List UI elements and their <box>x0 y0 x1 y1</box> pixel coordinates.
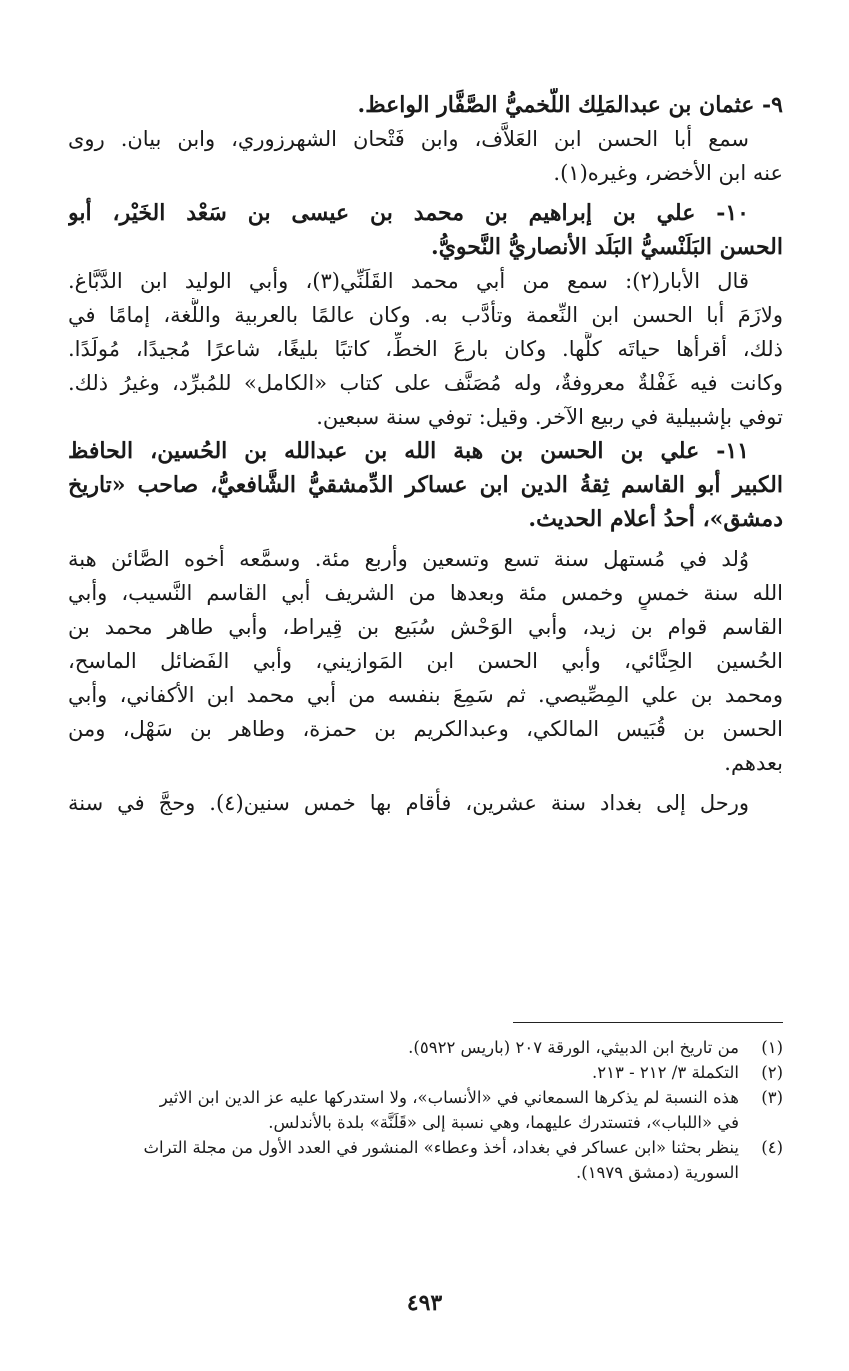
footnote-text: هذه النسبة لم يذكرها السمعاني في «الأنساب»، ولا استدركها عليه عز الدين ابن الاثير <box>159 1088 739 1107</box>
footnote-number: (٢) <box>761 1063 783 1082</box>
entry-heading: ١٠- علي بن إبراهيم بن محمد بن عيسى بن سَعْد الخَيْر، أبو <box>68 200 749 226</box>
entry-text-line: ذلك، أقرأها حياتَه كلَّها. وكان بارعَ الخطِّ، كاتبًا بليغًا، شاعرًا مُجيدًا، مُولَدًا. <box>68 337 783 361</box>
footnote-3 <box>68 1085 783 1135</box>
footnote-number: (٣) <box>761 1088 783 1107</box>
entry-text-line: وكانت فيه غَفْلةٌ معروفةٌ، وله مُصَنَّف على كتاب «الكامل» للمُبرِّد، وغيرُ ذلك. <box>68 371 783 395</box>
footnote-number: (٤) <box>761 1138 783 1157</box>
footnote-text: ينظر بحثنا «ابن عساكر في بغداد، أخذ وعطاء» المنشور في العدد الأول من مجلة التراث <box>143 1138 739 1157</box>
entry-text-line: القاسم قوام بن زيد، وأبي الوَحْش سُبَيع بن قِيراط، وأبي طاهر محمد بن <box>68 615 783 639</box>
entry-text-line: وُلد في مُستهل سنة تسع وتسعين وأربع مئة. وسمَّعه أخوه الصَّائن هبة <box>68 547 749 571</box>
entry-text-line: بعدهم. <box>724 751 783 775</box>
footnote-2 <box>68 1060 783 1085</box>
entry-11 <box>68 434 783 820</box>
entry-text-line: سمع أبا الحسن ابن العَلاَّف، وابن فَتْحان الشهرزوري، وابن بيان. روى <box>68 127 749 151</box>
entry-text-line: الله سنة خمسٍ وخمس مئة وبعدها من الشريف أبي القاسم النَّسيب، وأبي <box>68 581 783 605</box>
footnote-1 <box>68 1035 783 1060</box>
entry-text-line: ومحمد بن علي المِصِّيصي. ثم سَمِعَ بنفسه من أبي محمد ابن الأكفاني، وأبي <box>68 683 783 707</box>
entry-text-line: قال الأبار(٢): سمع من أبي محمد القَلَنِّي(٣)، وأبي الوليد ابن الدَّبَّاغ. <box>68 269 749 293</box>
footnote-number: (١) <box>761 1038 783 1057</box>
entry-heading: الحسن البَلَنْسيُّ البَلَد الأنصاريُّ النَّحويُّ. <box>431 234 783 260</box>
footnote-text: التكملة ٣/ ٢١٢ - ٢١٣. <box>592 1063 739 1082</box>
entry-heading: الكبير أبو القاسم ثِقةُ الدين ابن عساكر الدِّمشقيُّ الشَّافعيُّ، صاحب «تاريخ <box>68 472 783 498</box>
entry-text-line: الحُسين الحِنَّائي، وأبي الحسن ابن المَوازيني، وأبي الفَضائل الماسح، <box>68 649 783 673</box>
footnote-4 <box>68 1135 783 1185</box>
footnote-text: في «اللباب»، فتستدرك عليهما، وهي نسبة إلى «قَلَنَّة» بلدة بالأندلس. <box>268 1113 739 1132</box>
entry-heading: ١١- علي بن الحسن بن هبة الله بن عبدالله بن الحُسين، الحافظ <box>68 438 749 464</box>
entry-heading: ٩- عثمان بن عبدالمَلِك اللَّخميُّ الصَّفَّار الواعظ. <box>357 92 783 118</box>
page-number: ٤٩٣ <box>406 1290 443 1316</box>
footnote-text: السورية (دمشق ١٩٧٩). <box>576 1163 739 1182</box>
entry-9 <box>68 88 783 190</box>
entry-text-line: ولازَمَ أبا الحسن ابن النِّعمة وتأدَّب به. وكان عالمًا بالعربية واللُّغة، إمامًا في <box>68 303 783 327</box>
entry-text-line: الحسن بن قُبَيس المالكي، وعبدالكريم بن حمزة، وطاهر بن سَهْل، ومن <box>68 717 783 741</box>
footnotes <box>68 1022 783 1185</box>
entry-text-line: عنه ابن الأخضر، وغيره(١). <box>553 161 783 185</box>
entry-10 <box>68 196 783 434</box>
footnote-text: من تاريخ ابن الدبيثي، الورقة ٢٠٧ (باريس ٥٩٢٢). <box>408 1038 739 1057</box>
entry-text-line: ورحل إلى بغداد سنة عشرين، فأقام بها خمس سنين(٤). وحجَّ في سنة <box>68 791 749 815</box>
entry-text-line: توفي بإشبيلية في ربيع الآخر. وقيل: توفي سنة سبعين. <box>316 405 783 429</box>
entry-heading: دمشق»، أحدُ أعلام الحديث. <box>528 506 783 532</box>
